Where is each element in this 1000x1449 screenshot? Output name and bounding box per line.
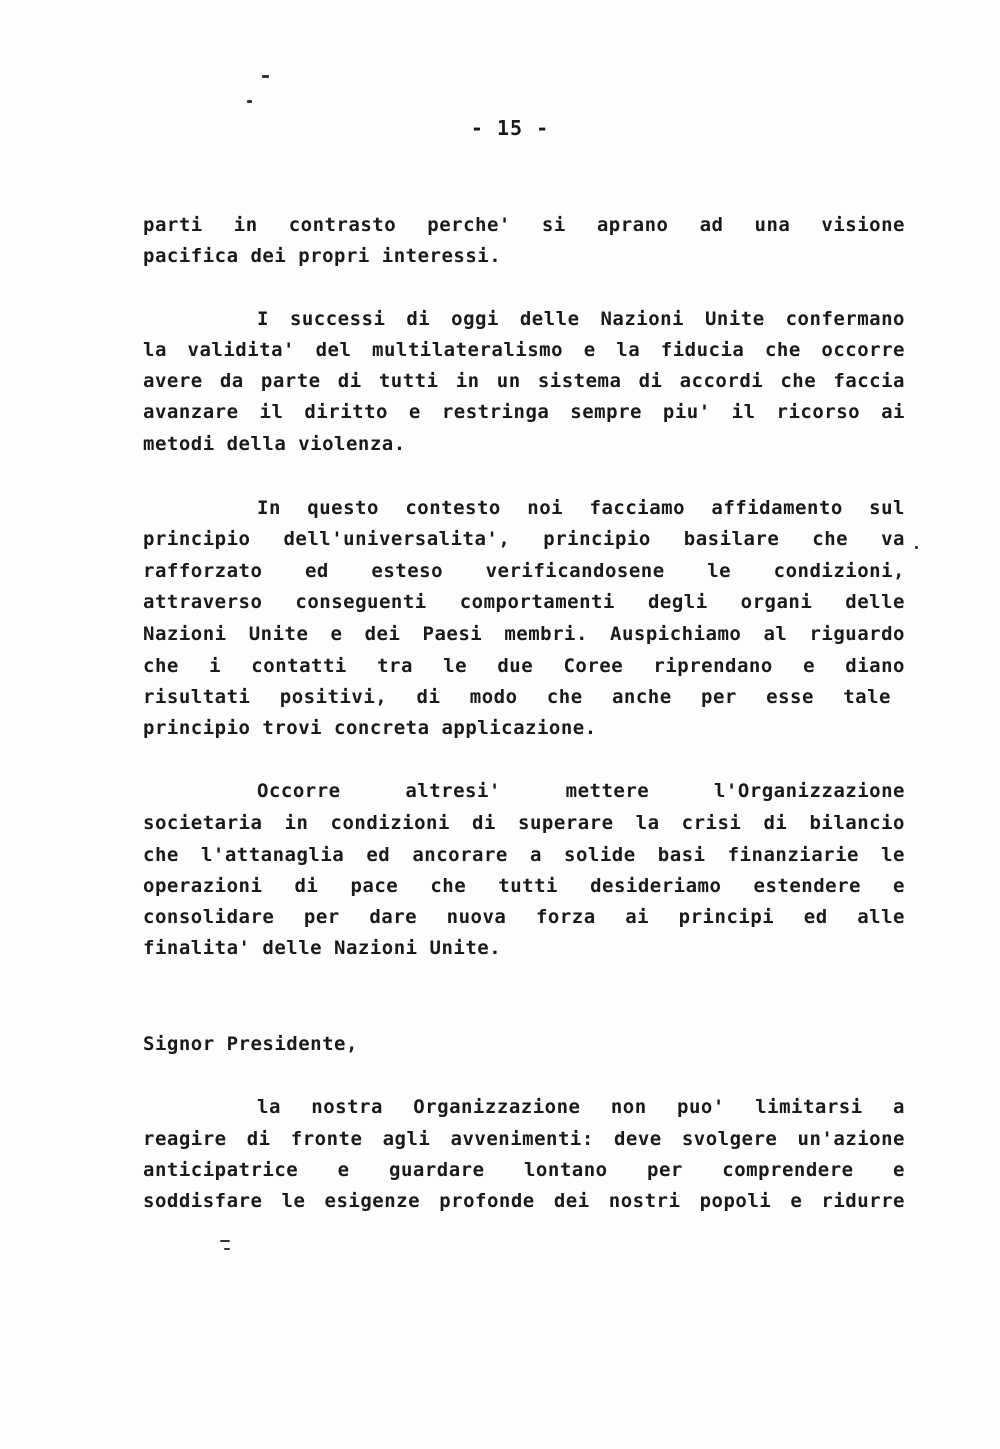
text-line: pacifica dei propri interessi.: [143, 245, 502, 267]
salutation: Signor Presidente,: [143, 1033, 358, 1055]
scan-speck: [224, 1248, 230, 1250]
scan-speck: [247, 100, 252, 103]
text-line: In questo contesto noi facciamo affidamento sul: [257, 497, 905, 519]
text-line: avanzare il diritto e restringa sempre piu' il ricorso ai: [143, 401, 905, 423]
text-line: che i contatti tra le due Coree riprendano e diano: [143, 655, 905, 677]
text-line: attraverso conseguenti comportamenti degli organi delle: [143, 591, 905, 613]
text-line: principio trovi concreta applicazione.: [143, 717, 597, 739]
text-line: avere da parte di tutti in un sistema di accordi che faccia: [143, 370, 905, 392]
text-line: la validita' del multilateralismo e la fiducia che occorre: [143, 339, 905, 361]
scan-speck: [915, 546, 918, 549]
scan-speck: [262, 75, 269, 78]
text-line: che l'attanaglia ed ancorare a solide basi finanziarie le: [143, 844, 905, 866]
text-line: rafforzato ed esteso verificandosene le condizioni,: [143, 560, 905, 582]
text-line: soddisfare le esigenze profonde dei nostri popoli e ridurre: [143, 1190, 905, 1212]
page-number: - 15 -: [470, 116, 550, 140]
text-line: reagire di fronte agli avvenimenti: deve svolgere un'azione: [143, 1128, 905, 1150]
text-line: societaria in condizioni di superare la crisi di bilancio: [143, 812, 905, 834]
text-line: anticipatrice e guardare lontano per comprendere e: [143, 1159, 905, 1181]
text-line: la nostra Organizzazione non puo' limitarsi a: [257, 1096, 905, 1118]
text-line: Nazioni Unite e dei Paesi membri. Auspichiamo al riguardo: [143, 623, 905, 645]
text-line: Occorre altresi' mettere l'Organizzazione: [257, 780, 905, 802]
text-line: operazioni di pace che tutti desideriamo estendere e: [143, 875, 905, 897]
text-line: metodi della violenza.: [143, 433, 406, 455]
text-line: finalita' delle Nazioni Unite.: [143, 937, 502, 959]
text-line: parti in contrasto perche' si aprano ad una visione: [143, 214, 905, 236]
text-line: risultati positivi, di modo che anche per esse tale: [143, 686, 891, 708]
text-line: principio dell'universalita', principio basilare che va: [143, 528, 905, 550]
scan-speck: [220, 1240, 230, 1242]
text-line: I successi di oggi delle Nazioni Unite confermano: [257, 308, 905, 330]
text-line: consolidare per dare nuova forza ai principi ed alle: [143, 906, 905, 928]
